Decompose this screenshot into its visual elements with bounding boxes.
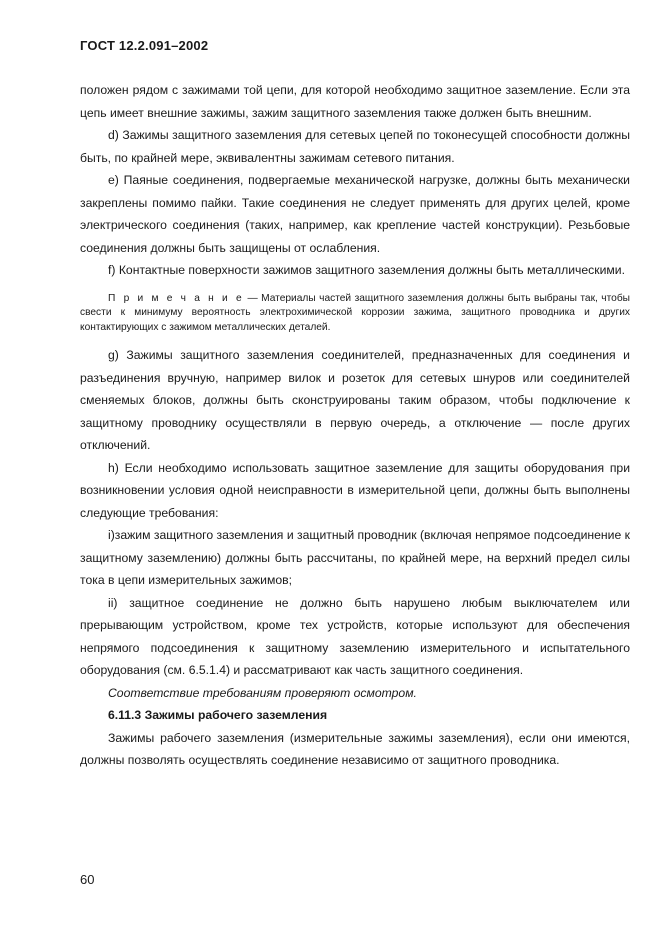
paragraph-e: е) Паяные соединения, подвергаемые механической нагрузке, должны быть механически закреплены помимо пайки. Такие соединения не следует применять для других целей, кроме электрического соединения (таких, например, как крепление частей конструкции). Резьбовые соединения должны быть защищены от ослабления. bbox=[80, 173, 630, 255]
paragraph-f: f) Контактные поверхности зажимов защитного заземления должны быть металлическими. bbox=[108, 263, 625, 277]
paragraph-h: h) Если необходимо использовать защитное заземление для защиты оборудования при возникновении условия одной неисправности в измерительной цепи, должны быть выполнены следующие требования: bbox=[80, 460, 630, 520]
paragraph-g: g) Зажимы защитного заземления соединителей, предназначенных для соединения и разъединения вручную, например вилок и розеток для сетевых шнуров или соединителей сменяемых блоков, должны быть сконструированы таким образом, чтобы подключение к защитному проводнику осуществляли в первую очередь, а отключение — после других отключений. bbox=[80, 348, 630, 452]
standard-header: ГОСТ 12.2.091–2002 bbox=[80, 38, 209, 53]
list-item-ii: ii) защитное соединение не должно быть нарушено любым выключателем или прерывающим устройством, кроме тех устройств, которые используют для обеспечения непрямого подсоединения к защитному заземлению измерительного и испытательного оборудования (см. 6.5.1.4) и рассматривают как часть защитного соединения. bbox=[80, 595, 630, 677]
note bbox=[80, 292, 630, 336]
compliance-check: Соответствие требованиям проверяют осмотром. bbox=[108, 685, 417, 700]
note-label: П р и м е ч а н и е bbox=[108, 292, 245, 304]
section-heading: 6.11.3 Зажимы рабочего заземления bbox=[108, 708, 328, 722]
paragraph-d: d) Зажимы защитного заземления для сетевых цепей по токонесущей способности должны быть, по крайней мере, эквивалентны зажимам сетевого питания. bbox=[80, 128, 630, 165]
note-text: — Материалы частей защитного заземления должны быть выбраны так, чтобы свести к минимуму вероятность электрохимической коррозии зажима, защитного проводника и других контактирующих с зажимом металлических деталей. bbox=[80, 292, 630, 333]
paragraph-continuation: положен рядом с зажимами той цепи, для которой необходимо защитное заземление. Если эта цепь имеет внешние зажимы, зажим защитного заземления также должен быть внешним. bbox=[80, 83, 630, 120]
page-number: 60 bbox=[80, 872, 95, 887]
document-body bbox=[80, 79, 630, 772]
paragraph-working-earth: Зажимы рабочего заземления (измерительные зажимы заземления), если они имеются, должны позволять осуществлять соединение независимо от защитного проводника. bbox=[80, 730, 630, 767]
list-item-i: i)зажим защитного заземления и защитный проводник (включая непрямое подсоединение к защитному заземлению) должны быть рассчитаны, по крайней мере, на верхний предел силы тока в цепи измерительных зажимов; bbox=[80, 528, 630, 587]
